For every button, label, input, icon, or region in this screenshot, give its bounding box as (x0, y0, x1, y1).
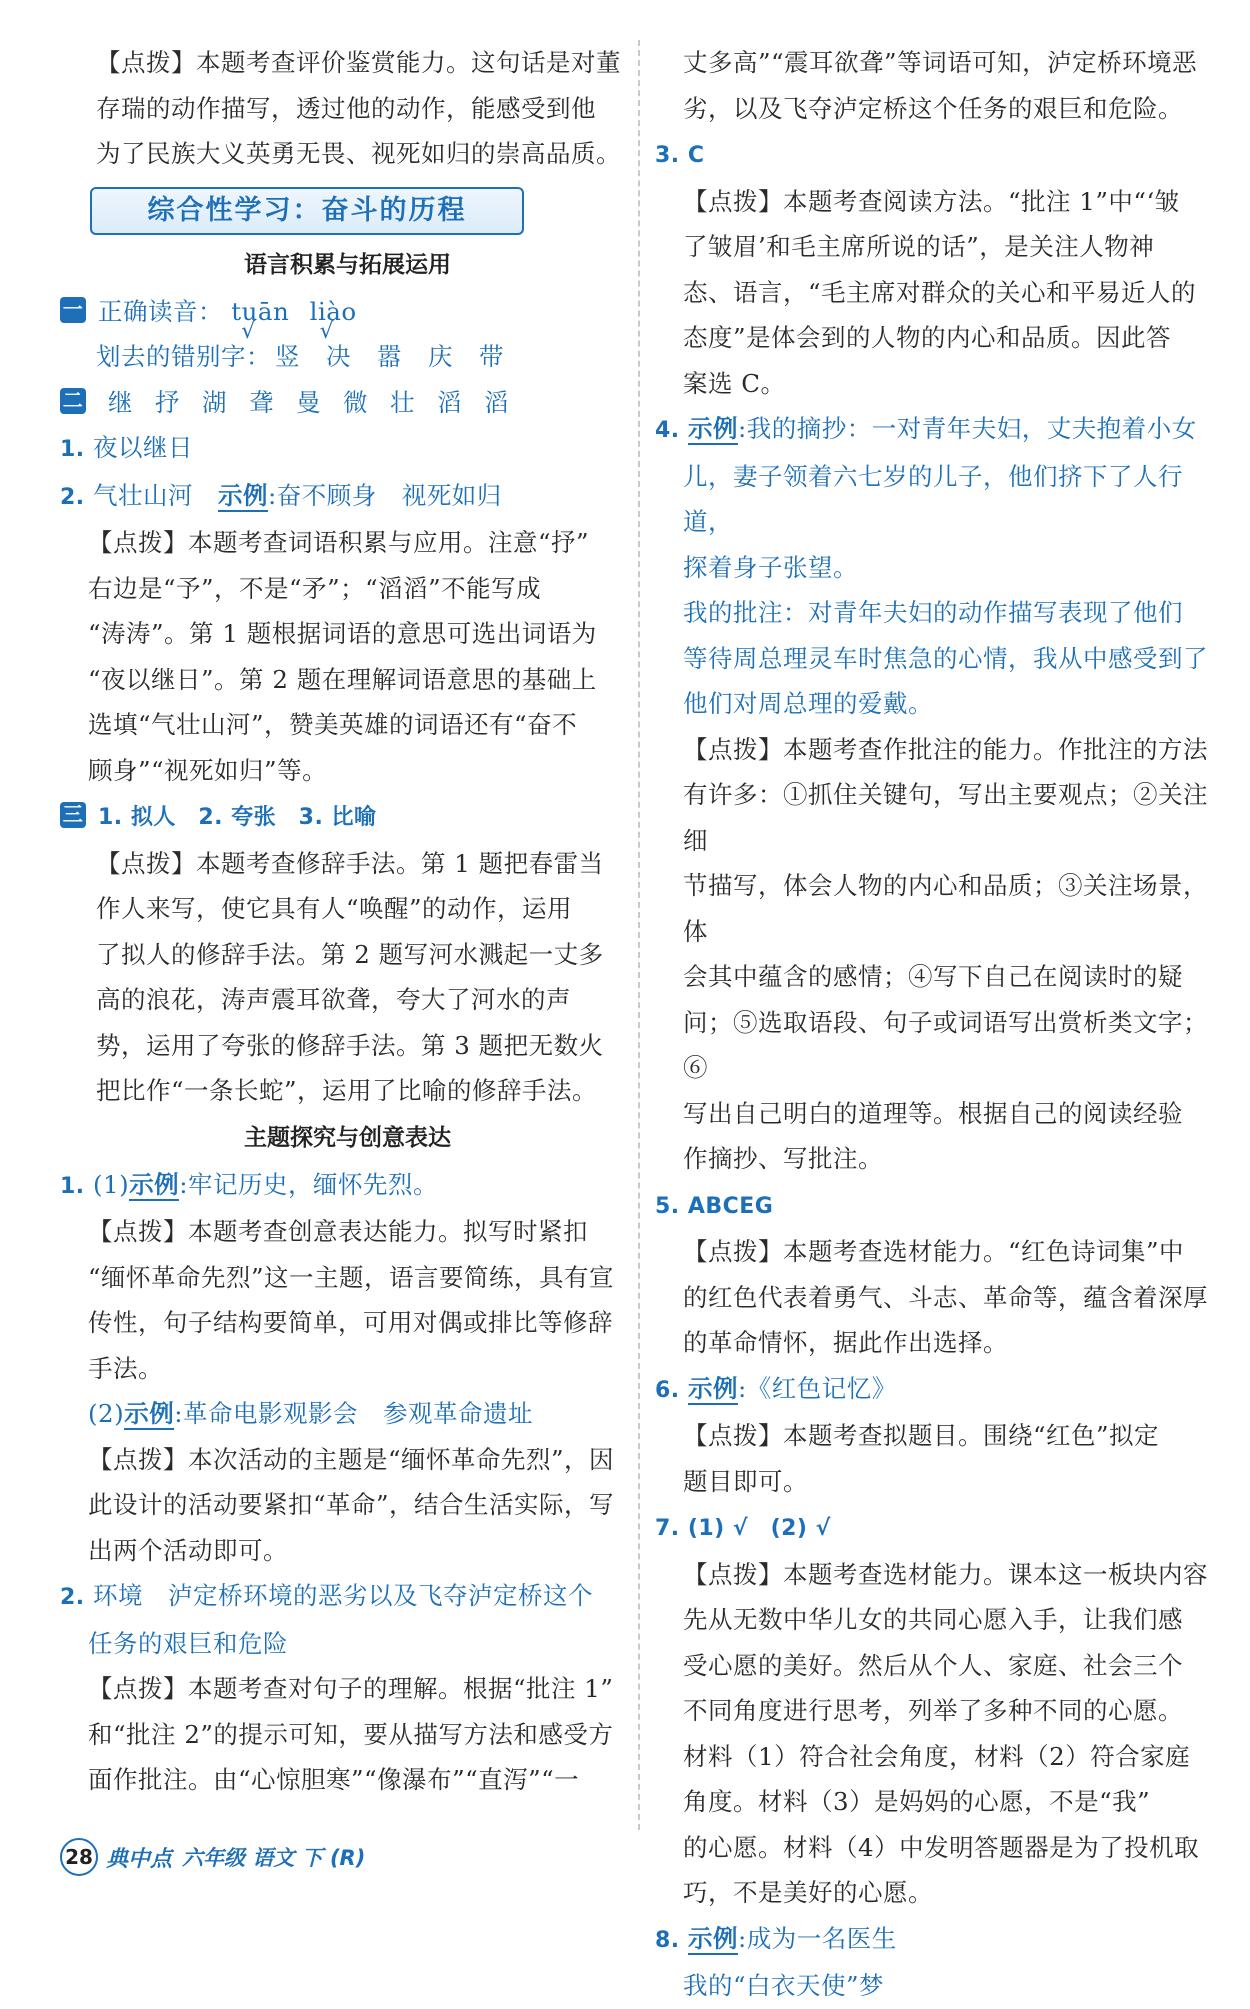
explanation-line: 【点拨】本次活动的主题是“缅怀革命先烈”，因 (88, 1444, 615, 1474)
explanation-line: 受心愿的美好。然后从个人、家庭、社会三个 (683, 1650, 1183, 1680)
explanation-line: 【点拨】本题考查选材能力。“红色诗词集”中 (683, 1237, 1185, 1266)
example-tag: 示例 (687, 1373, 738, 1403)
answer-prefix: (1) (92, 1169, 130, 1199)
explanation-line: 写出自己明白的道理等。根据自己的阅读经验 (683, 1098, 1183, 1128)
answer-line (655, 131, 1210, 179)
explanation-line: 作摘抄、写批注。 (683, 1144, 883, 1173)
answer-line (60, 473, 635, 521)
explanation-line: 和“批注 2”的提示可知，要从描写方法和感受方 (88, 1719, 614, 1749)
explanation-line: 手法。 (88, 1353, 163, 1383)
explanation-line: 【点拨】本题考查作批注的能力。作批注的方法 (683, 734, 1208, 764)
part-badge: 一 (60, 297, 86, 323)
wrong-characters-row (60, 334, 635, 380)
explanation-line: 【点拨】本题考查词语积累与应用。注意“抒” (88, 528, 590, 557)
example-tag: 示例 (687, 414, 738, 443)
explanation-line: 右边是“予”，不是“矛”；“滔滔”不能写成 (88, 573, 542, 603)
word-char: 湖 (202, 387, 227, 417)
explanation-line: 传性，句子结构要简单，可用对偶或排比等修辞 (88, 1308, 613, 1337)
answer-line (655, 1182, 1210, 1230)
example-tag: 示例 (129, 1169, 180, 1199)
explanation-line: 先从无数中华儿女的共同心愿入手，让我们感 (683, 1605, 1183, 1634)
question-answer: 5. ABCEG (655, 1193, 774, 1219)
text-line: 存瑞的动作描写，透过他的动作，能感受到他 (96, 93, 596, 123)
wrong-char: 庆 (428, 342, 453, 371)
answer-text: 1. 拟人 2. 夸张 3. 比喻 (98, 805, 377, 830)
explanation-line: 案选 C。 (683, 368, 786, 398)
explanation-line: 问；⑤选取语段、句子或词语写出赏析类文字；⑥ (683, 1007, 1208, 1082)
word-char: 聋 (249, 387, 274, 417)
word-char: 曼 (296, 387, 321, 417)
explanation-line: 会其中蕴含的感情；④写下自己在阅读时的疑 (683, 962, 1183, 991)
right-column (655, 40, 1210, 2009)
word-char: 滔 (437, 387, 462, 417)
text-line: 为了民族大义英勇无畏、视死如归的崇高品质。 (96, 139, 621, 168)
pinyin-answer (309, 289, 357, 344)
answer-line: 儿，妻子领着六七岁的儿子，他们挤下了人行道， (683, 461, 1183, 536)
answer-three-row (60, 793, 635, 841)
answer-line: 他们对周总理的爱戴。 (683, 689, 933, 718)
explanation-line: 劣，以及飞夺泸定桥这个任务的艰巨和危险。 (683, 93, 1183, 123)
explanation-line: 节描写，体会人物的内心和品质；③关注场景，体 (683, 871, 1208, 946)
explanation-line: 材料（1）符合社会角度，材料（2）符合家庭 (683, 1741, 1191, 1771)
explanation-line: 此设计的活动要紧扣“革命”，结合生活实际，写 (88, 1490, 615, 1519)
explanation-line: 把比作“一条长蛇”，运用了比喻的修辞手法。 (96, 1076, 598, 1105)
word-char: 壮 (390, 387, 415, 417)
answer-text: 气壮山河 (92, 480, 193, 510)
explanation-line: 有许多：①抓住关键句，写出主要观点；②关注细 (683, 780, 1208, 855)
answer-line: 任务的艰巨和危险 (88, 1628, 288, 1658)
answer-line (655, 1916, 1210, 1964)
answer-text: :成为一名医生 (737, 1923, 897, 1953)
part-badge: 二 (60, 388, 86, 414)
explanation-line: 的红色代表着勇气、斗志、革命等，蕴含着深厚 (683, 1282, 1208, 1312)
explanation-line: “涛涛”。第 1 题根据词语的意思可选出词语为 (88, 619, 597, 648)
answer-line: 等待周总理灵车时焦急的心情，我从中感受到了 (683, 643, 1208, 673)
explanation-line: “缅怀革命先烈”这一主题，语言要简练，具有宣 (88, 1262, 615, 1292)
answer-line (60, 1162, 635, 1210)
answer-text: :革命电影观影会 参观革命遗址 (174, 1399, 533, 1428)
answer-line (60, 1391, 635, 1437)
wrong-char: 嚣 (377, 342, 402, 371)
question-answer: 3. C (655, 143, 705, 168)
answer-line (60, 1573, 635, 1621)
answer-text: :奋不顾身 视死如归 (267, 480, 502, 510)
explanation-line: 不同角度进行思考，列举了多种不同的心愿。 (683, 1696, 1183, 1725)
explanation-line: 面作批注。由“心惊胆寒”“像瀑布”“直泻”“一 (88, 1765, 580, 1794)
explanation-line: 势，运用了夸张的修辞手法。第 3 题把无数火 (96, 1030, 604, 1060)
question-number: 1. (60, 437, 85, 462)
explanation-line: 题目即可。 (683, 1466, 808, 1496)
explanation-line: 【点拨】本题考查拟题目。围绕“红色”拟定 (683, 1421, 1160, 1450)
example-tag: 示例 (217, 480, 268, 510)
explanation-line: 选填“气壮山河”，赞美英雄的词语还有“奋不 (88, 710, 578, 739)
example-tag: 示例 (124, 1399, 175, 1428)
explanation-line: 巧，不是美好的心愿。 (683, 1878, 933, 1907)
word-char: 微 (343, 387, 368, 417)
answer-line (655, 1504, 1210, 1552)
question-number: 8. (655, 1927, 680, 1953)
answer-line: 我的批注：对青年夫妇的动作描写表现了他们 (683, 598, 1183, 627)
explanation-line: 【点拨】本题考查阅读方法。“批注 1”中“‘皱 (683, 186, 1180, 216)
word-char: 抒 (155, 387, 180, 417)
word-char: 继 (108, 387, 133, 417)
check-mark: √ (241, 318, 256, 344)
section-banner: 综合性学习：奋斗的历程 (90, 187, 524, 235)
answer-text: 夜以继日 (92, 433, 193, 462)
explanation-line: 顾身”“视死如归”等。 (88, 755, 328, 785)
section-heading: 语言积累与拓展运用 (244, 251, 451, 278)
question-number: 1. (60, 1173, 85, 1199)
check-mark: √ (319, 318, 335, 344)
pinyin-text: liào (309, 296, 357, 326)
text-line: 【点拨】本题考查评价鉴赏能力。这句话是对董 (96, 48, 621, 77)
answer-two-row (60, 380, 635, 426)
answer-label: 划去的错别字： (96, 342, 271, 371)
explanation-line: 了拟人的修辞手法。第 2 题写河水溅起一丈多 (96, 939, 604, 969)
word-char: 滔 (484, 387, 509, 417)
answer-label: 正确读音： (98, 296, 223, 326)
answer-line (655, 406, 1210, 454)
part-badge: 三 (60, 802, 86, 828)
page-number: 28 (60, 1838, 98, 1876)
question-number: 2. (60, 484, 85, 510)
explanation-line: 【点拨】本题考查选材能力。课本这一板块内容 (683, 1559, 1208, 1589)
explanation-line: 角度。材料（3）是妈妈的心愿，不是“我” (683, 1787, 1151, 1816)
explanation-line: 【点拨】本题考查修辞手法。第 1 题把春雷当 (96, 848, 604, 878)
answer-line (60, 425, 635, 473)
question-number: 2. (60, 1585, 85, 1610)
book-info: 六年级 语文 下 (R) (182, 1846, 366, 1870)
answer-text: :牢记历史，缅怀先烈。 (179, 1169, 438, 1199)
left-column (60, 40, 635, 1803)
question-number: 6. (655, 1377, 680, 1403)
explanation-line: 出两个活动即可。 (88, 1535, 288, 1565)
wrong-char: 决 (326, 342, 351, 371)
section-heading: 主题探究与创意表达 (244, 1124, 451, 1151)
answer-text: 环境 泸定桥环境的恶劣以及飞夺泸定桥这个 (92, 1581, 593, 1610)
question-number: 4. (655, 418, 680, 443)
answer-text: :我的摘抄：一对青年夫妇，丈夫抱着小女 (737, 414, 1197, 443)
explanation-line: 丈多高”“震耳欲聋”等词语可知，泸定桥环境恶 (683, 48, 1198, 77)
explanation-line: 作人来写，使它具有人“唤醒”的动作，运用 (96, 894, 573, 923)
explanation-line: 的革命情怀，据此作出选择。 (683, 1328, 1008, 1357)
answer-line: 探着身子张望。 (683, 552, 858, 582)
answer-one-row (60, 289, 635, 344)
answer-line (655, 1366, 1210, 1414)
explanation-line: 高的浪花，涛声震耳欲聋，夸大了河水的声 (96, 985, 571, 1014)
answer-line: 我的“白衣天使”梦 (683, 1971, 885, 2000)
answer-prefix: (2) (88, 1399, 125, 1428)
explanation-line: 态度”是体会到的人物的内心和品质。因此答 (683, 323, 1172, 352)
explanation-line: 态、语言，“毛主席对群众的关心和平易近人的 (683, 277, 1197, 307)
page-footer (60, 1838, 365, 1874)
answer-text: :《红色记忆》 (737, 1373, 897, 1403)
column-divider (638, 40, 640, 1830)
pinyin-answer (231, 289, 290, 344)
explanation-line: 了皱眉’和毛主席所说的话”，是关注人物神 (683, 232, 1155, 261)
explanation-line: 【点拨】本题考查创意表达能力。拟写时紧扣 (88, 1217, 588, 1246)
explanation-line: 的心愿。材料（4）中发明答题器是为了投机取 (683, 1832, 1200, 1862)
example-tag: 示例 (687, 1923, 738, 1953)
question-answer: 7. (1) √ (2) √ (655, 1516, 831, 1541)
pinyin-text: tuān (231, 296, 290, 326)
brand-logo: 典中点 (106, 1846, 173, 1872)
wrong-char: 带 (479, 342, 504, 371)
wrong-char: 竖 (275, 342, 300, 371)
explanation-line: “夜以继日”。第 2 题在理解词语意思的基础上 (88, 664, 597, 694)
explanation-line: 【点拨】本题考查对句子的理解。根据“批注 1” (88, 1674, 614, 1703)
